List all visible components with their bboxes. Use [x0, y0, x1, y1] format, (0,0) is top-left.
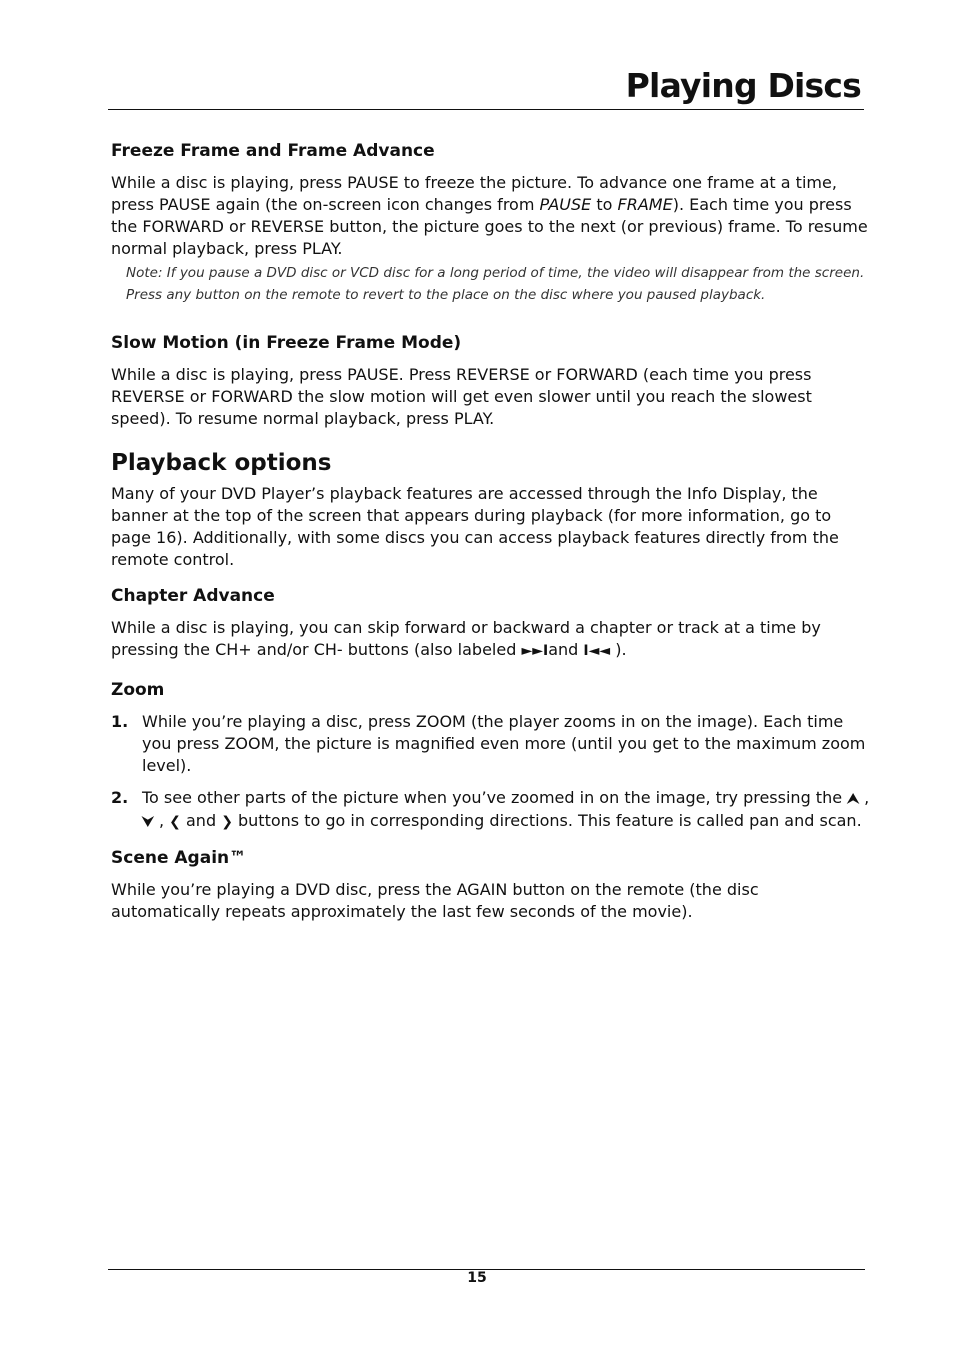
step-text: While you’re playing a disc, press ZOOM (the player zooms in on the image). Each time you press ZOOM, the picture is magnified even more (until you get to the maximum zoom level). [142, 712, 866, 775]
scene-again-text: While you’re playing a DVD disc, press the AGAIN button on the remote (the disc automatically repeats approximately the last few seconds of the movie). [111, 880, 759, 921]
step-text-part-2: buttons to go in corresponding directions. This feature is called pan and scan. [232, 811, 862, 830]
frame-icon-label: FRAME [617, 195, 673, 214]
freeze-text-to: to [591, 195, 618, 214]
chapter-advance-heading: Chapter Advance [111, 586, 275, 606]
freeze-text-part-1: While a disc is playing, press PAUSE to freeze the picture. To advance one frame at a time, press PAUSE again (the on-screen icon changes from [111, 173, 837, 214]
step-text-part-1: To see other parts of the picture when you’ve zoomed in on the image, try pressing the [142, 788, 848, 807]
freeze-frame-heading: Freeze Frame and Frame Advance [111, 141, 435, 161]
scene-again-heading: Scene Again™ [111, 848, 247, 868]
step-and-text: and [180, 811, 222, 830]
page-title: Playing Discs [625, 66, 861, 105]
playback-options-section [111, 448, 871, 571]
arrow-down-icon: ⮟ [142, 814, 154, 830]
skip-next-icon: ►►I [521, 643, 549, 659]
step-comma: , [859, 788, 870, 807]
chapter-and-text: and [548, 640, 584, 659]
chapter-text-part-1: While a disc is playing, you can skip forward or backward a chapter or track at a time by pressing the CH+ and/or CH- buttons (also labeled [111, 618, 821, 659]
zoom-section [111, 679, 871, 833]
chapter-advance-section [111, 585, 871, 662]
freeze-frame-section [111, 140, 871, 306]
pause-icon-label: PAUSE [539, 195, 592, 214]
slow-motion-section [111, 332, 871, 430]
playback-options-text: Many of your DVD Player’s playback features are accessed through the Info Display, the banner at the top of the screen that appears during playback (for more information, go to page 16). Additionally, with some discs you can access playback features directly from the remote control. [111, 484, 839, 569]
slow-motion-text: While a disc is playing, press PAUSE. Press REVERSE or FORWARD (each time you press REVERSE or FORWARD the slow motion will get even slower until you reach the slowest speed). To resume normal playback, press PLAY. [111, 365, 812, 428]
zoom-heading: Zoom [111, 680, 165, 700]
step-comma: , [153, 811, 170, 830]
arrow-up-icon: ⮝ [847, 791, 860, 807]
skip-previous-icon: I◄◄ [583, 643, 611, 659]
chapter-advance-text [111, 617, 871, 662]
freeze-frame-text [111, 172, 871, 260]
slow-motion-heading: Slow Motion (in Freeze Frame Mode) [111, 333, 462, 353]
arrow-left-icon: ❮ [169, 814, 181, 830]
zoom-steps [111, 711, 871, 833]
scene-again-section [111, 847, 871, 923]
page-number: 15 [467, 1270, 487, 1286]
step-number: 1. [111, 712, 129, 731]
freeze-text-part-2: ). Each time you press the FORWARD or REVERSE button, the picture goes to the next (or previous) frame. To resume normal playback, press PLAY. [111, 195, 868, 258]
step-number: 2. [111, 788, 129, 807]
playback-options-heading: Playback options [111, 450, 332, 476]
header-rule [108, 109, 864, 110]
arrow-right-icon: ❯ [221, 814, 233, 830]
freeze-frame-note: Note: If you pause a DVD disc or VCD disc for a long period of time, the video will disappear from the screen. Press any button on the remote to revert to the place on the disc where you paused playback. [126, 265, 865, 303]
page-content [111, 140, 871, 923]
zoom-step [111, 711, 871, 777]
chapter-text-part-2: ). [610, 640, 627, 659]
zoom-step [111, 787, 871, 833]
